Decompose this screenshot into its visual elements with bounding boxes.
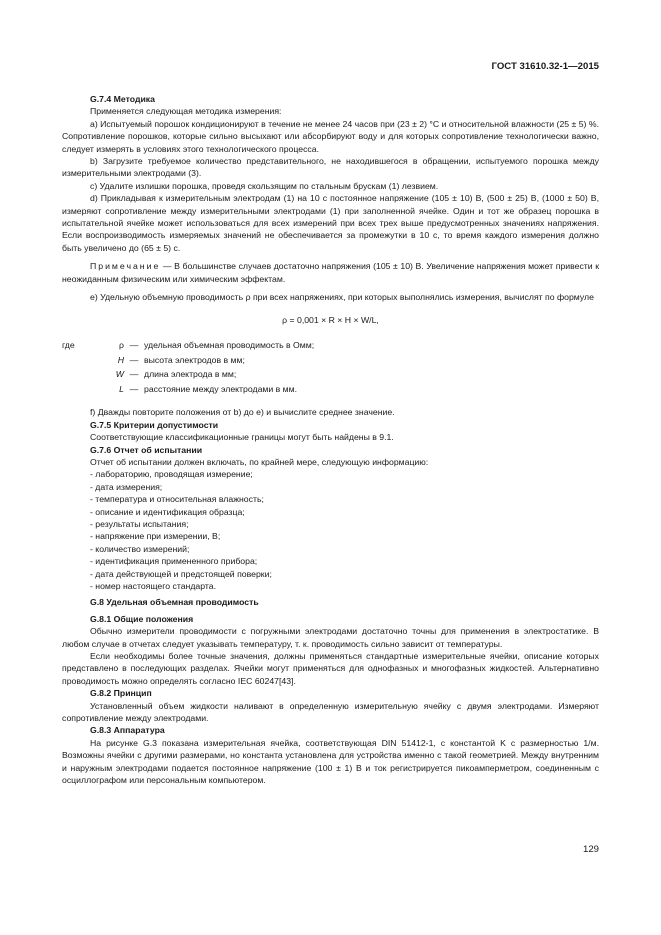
definition-dash: —	[129, 354, 139, 365]
list-item: - количество измерений;	[90, 543, 190, 554]
definition-symbol: L	[119, 383, 124, 394]
document-body	[62, 93, 599, 786]
definition-row	[62, 353, 599, 368]
section-heading-g81: G.8.1 Общие положения	[90, 613, 194, 624]
paragraph-step-b: b) Загрузите требуемое количество представительного, не находившегося в обращении, испытуемого порошка между измерительными электродами (3).	[62, 156, 599, 179]
list-item: - результаты испытания;	[90, 518, 189, 529]
note-paragraph	[62, 260, 599, 285]
list-item: - напряжение при измерении, В;	[90, 531, 221, 542]
list-item: - описание и идентификация образца;	[90, 506, 245, 517]
paragraph-report-intro: Отчет об испытании должен включать, по крайней мере, следующую информацию:	[90, 456, 429, 467]
list-item: - дата измерения;	[90, 481, 163, 492]
list-item: - идентификация примененного прибора;	[90, 556, 258, 567]
definition-symbol: H	[117, 354, 124, 365]
note-label: Примечание	[90, 261, 161, 272]
definition-text: расстояние между электродами в мм.	[144, 383, 298, 394]
definition-dash: —	[129, 339, 139, 350]
paragraph-step-e: е) Удельную объемную проводимость ρ при всех напряжениях, при которых выполнялись измерения, вычислят по формуле	[90, 292, 594, 303]
definition-row	[62, 338, 599, 353]
paragraph-g82: Установленный объем жидкости наливают в определенную измерительную ячейку с двумя электродами. Измеряют сопротивление между электродами.	[62, 700, 599, 724]
section-heading-g76: G.7.6 Отчет об испытании	[90, 444, 203, 455]
formula: ρ = 0,001 × R × H × W/L,	[282, 314, 379, 325]
standard-designation: ГОСТ 31610.32-1—2015	[491, 61, 599, 72]
list-item: - температура и относительная влажность;	[90, 494, 264, 505]
paragraph-step-c: с) Удалите излишки порошка, проведя скользящим по стальным брускам (1) лезвием.	[90, 180, 439, 191]
section-heading-g82: G.8.2 Принцип	[90, 688, 152, 699]
paragraph-acceptance: Соответствующие классификационные границы могут быть найдены в 9.1.	[90, 432, 394, 443]
definition-text: высота электродов в мм;	[144, 354, 245, 365]
paragraph-step-f: f) Дважды повторите положения от b) до е) и вычислите среднее значение.	[90, 407, 395, 418]
page-number: 129	[582, 844, 599, 855]
paragraph-step-d: d) Прикладывая к измерительным электродам (1) на 10 с постоянное напряжение (105 ± 10) В, (500 ± 25) В, (1000 ± 50) В, измеряют сопротивление между измерительными электродами (1) при заполненной ячейке. Один и тот же образец порошка в испытательной ячейке может использоваться для всех измерений при всех трех выше предусмотренных значениях напряжения. Если воспроизводимость измеряемых значений не обеспечивается за промежутки в 10 с, то время каждого измерения должно быть увеличено до (65 ± 5) с.	[62, 193, 599, 253]
section-heading-g8: G.8 Удельная объемная проводимость	[90, 597, 259, 608]
paragraph-g81-2: Если необходимы более точные значения, должны применяться стандартные измерительные ячейки, описание которых представлено в последующих разделах. Ячейки могут применяться для однофазных и многофазных жидкостей. Альтернативно проводимость можно определять согласно IEC 60247[43].	[62, 651, 599, 686]
section-heading-g74: G.7.4 Методика	[90, 94, 155, 104]
definition-symbol: ρ	[119, 339, 124, 350]
paragraph-g83: На рисунке G.3 показана измерительная ячейка, соответствующая DIN 51412-1, с константой K с размерностью 1/м. Возможны ячейки с другими размерами, но константа установлена для устройства именно с такой геометрией. Между внутренним и наружным электродами подается постоянное напряжение (100 ± 1) В и ток регистрируется пикоамперметром, соединенным с осциллографом или персональным компьютером.	[62, 737, 599, 786]
paragraph-g81-1: Обычно измерители проводимости с погружными электродами достаточно точны для применения в электростатике. В любом случае в отчетах следует указывать температуру, т. к. проводимость сильно зависит от температуры.	[62, 626, 599, 649]
definition-symbol: W	[115, 369, 124, 380]
section-heading-g75: G.7.5 Критерии допустимости	[90, 419, 219, 430]
definition-dash: —	[129, 369, 139, 380]
list-item: - дата действующей и предстоящей поверки;	[90, 568, 272, 579]
definition-row	[62, 382, 599, 397]
list-item: - номер настоящего стандарта.	[90, 580, 217, 591]
variable-definitions	[62, 338, 599, 396]
where-label: где	[62, 339, 75, 350]
definition-dash: —	[129, 383, 139, 394]
definition-row	[62, 367, 599, 382]
definition-text: удельная объемная проводимость в Омм;	[144, 339, 315, 350]
paragraph-step-a: а) Испытуемый порошок кондиционируют в течение не менее 24 часов при (23 ± 2) °С и относительной влажности (25 ± 5) %. Сопротивление порошков, которые сильно высыхают или абсорбируют воду и для которых сопротивление технологически важно, следует измерять в условиях этого технологического процесса.	[62, 118, 599, 154]
paragraph-intro: Применяется следующая методика измерения:	[90, 106, 282, 117]
definition-text: длина электрода в мм;	[144, 369, 237, 380]
list-item: - лабораторию, проводящая измерение;	[90, 469, 253, 480]
note-text: — В большинстве случаев достаточно напряжения (105 ± 10) В. Увеличение напряжения может привести к неожиданным физическим или химическим эффектам.	[62, 261, 599, 284]
section-heading-g83: G.8.3 Аппаратура	[90, 725, 165, 736]
